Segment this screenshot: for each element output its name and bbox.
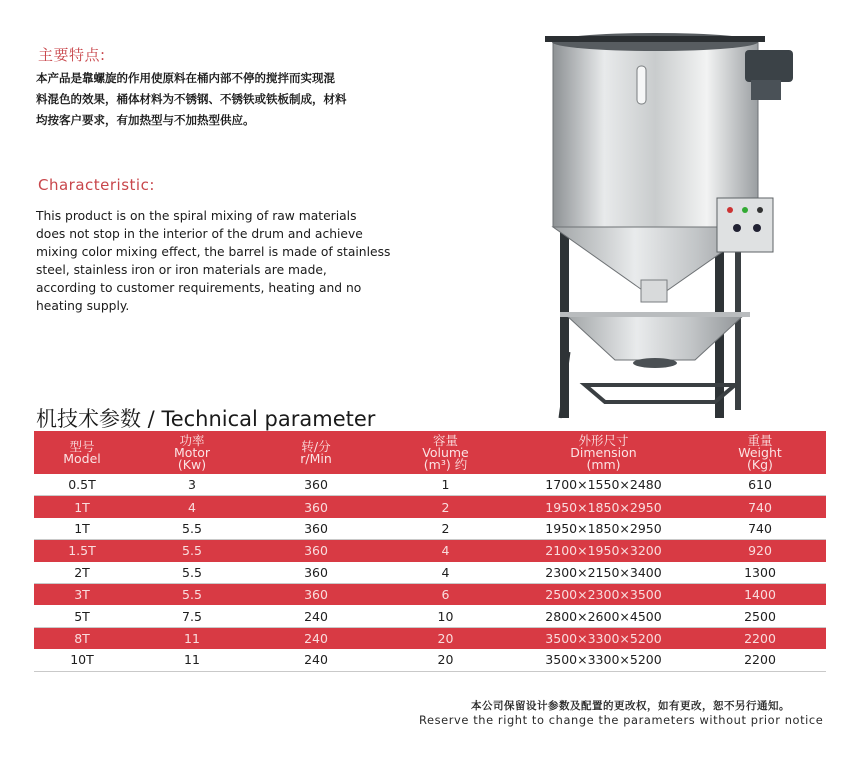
table-row [34, 627, 826, 649]
table-cell: 1 [441, 477, 450, 493]
table-row [34, 605, 826, 627]
table-cell: 2500 [744, 608, 776, 624]
table-row [34, 562, 826, 584]
header-model: 型号 Model [63, 438, 101, 466]
table-row [34, 583, 826, 605]
en-section-heading: Characteristic: [38, 176, 155, 194]
table-cell: 2 [441, 520, 450, 536]
table-cell: 360 [304, 564, 328, 580]
en-description: This product is on the spiral mixing of raw materials does not stop in the interior of the drum and achieve mixing color mixing effect, the barrel is made of stainless steel, stainless iron or iron materials are made, according to customer requirements, heating and no heating supply. [36, 209, 391, 313]
table-cell: 11 [184, 630, 200, 646]
table-row [34, 474, 826, 496]
cn-description: 本产品是靠螺旋的作用使原料在桶内部不停的搅拌而实现混 料混色的效果，桶体材料为不锈钢、不锈铁或铁板制成，材料 均按客户要求，有加热型与不加热型供应。 [36, 71, 347, 127]
table-title [36, 403, 375, 433]
table-cell: 1T [74, 499, 90, 515]
table-cell: 4 [441, 564, 450, 580]
table-cell: 1.5T [68, 543, 96, 559]
table-row [34, 496, 826, 518]
table-cell: 10T [70, 652, 94, 668]
table-cell: 5.5 [182, 564, 202, 580]
header-weight: 重量 Weight (Kg) [738, 432, 782, 472]
table-cell: 2100×1950×3200 [545, 543, 662, 559]
table-cell: 1950×1850×2950 [545, 520, 662, 536]
table-cell: 2300×2150×3400 [545, 564, 662, 580]
mixer-machine-image [545, 30, 805, 425]
header-rpm: 转/分 r/Min [300, 438, 332, 466]
table-cell: 360 [304, 543, 328, 559]
table-cell: 240 [304, 652, 328, 668]
table-cell: 2200 [744, 630, 776, 646]
table-cell: 4 [188, 499, 196, 515]
table-cell: 3 [188, 477, 196, 493]
table-cell: 740 [748, 499, 772, 515]
notice-cn: 本公司保留设计参数及配置的更改权，如有更改，恕不另行通知。 [471, 700, 790, 712]
table-body [34, 474, 826, 671]
table-cell: 360 [304, 477, 328, 493]
table-title-cn: 机技术参数 [36, 407, 141, 431]
table-cell: 2500×2300×3500 [545, 587, 662, 603]
table-cell: 0.5T [68, 477, 96, 493]
table-cell: 920 [748, 543, 772, 559]
table-cell: 10 [437, 608, 454, 624]
table-cell: 1950×1850×2950 [545, 499, 662, 515]
table-cell: 360 [304, 520, 328, 536]
table-cell: 610 [748, 477, 772, 493]
table-cell: 5.5 [182, 520, 202, 536]
table-cell: 2 [441, 499, 450, 515]
table-cell: 6 [441, 587, 450, 603]
table-cell: 360 [304, 587, 328, 603]
table-cell: 240 [304, 608, 328, 624]
table-cell: 2T [74, 564, 90, 580]
table-cell: 360 [304, 499, 328, 515]
table-title-separator: / [141, 407, 162, 431]
table-cell: 740 [748, 520, 772, 536]
table-cell: 1T [74, 520, 90, 536]
table-cell: 1700×1550×2480 [545, 477, 662, 493]
table-cell: 4 [441, 543, 450, 559]
cn-section-heading: 主要特点: [38, 46, 106, 64]
notice-en: Reserve the right to change the parameters without prior notice [419, 713, 824, 727]
header-motor: 功率 Motor (Kw) [173, 432, 211, 472]
table-cell: 11 [184, 652, 200, 668]
table-cell: 3T [74, 587, 90, 603]
table-cell: 1300 [744, 564, 776, 580]
table-cell: 20 [437, 630, 454, 646]
table-cell: 5.5 [182, 587, 202, 603]
table-cell: 2800×2600×4500 [545, 608, 662, 624]
table-row [34, 540, 826, 562]
header-volume: 容量 Volume (m³) 约 [422, 432, 469, 472]
table-cell: 8T [74, 630, 90, 646]
table-cell: 3500×3300×5200 [545, 630, 662, 646]
technical-parameter-table [34, 431, 826, 672]
table-cell: 3500×3300×5200 [545, 652, 662, 668]
table-cell: 5T [74, 608, 90, 624]
table-cell: 1400 [744, 587, 776, 603]
table-cell: 240 [304, 630, 328, 646]
table-cell: 5.5 [182, 543, 202, 559]
table-row [34, 518, 826, 540]
table-header-row [34, 431, 826, 474]
table-title-en: Technical parameter [161, 407, 376, 431]
table-row [34, 649, 826, 671]
header-dimension: 外形尺寸 Dimension (mm) [570, 432, 637, 472]
table-cell: 7.5 [182, 608, 202, 624]
table-cell: 20 [437, 652, 454, 668]
table-cell: 2200 [744, 652, 776, 668]
